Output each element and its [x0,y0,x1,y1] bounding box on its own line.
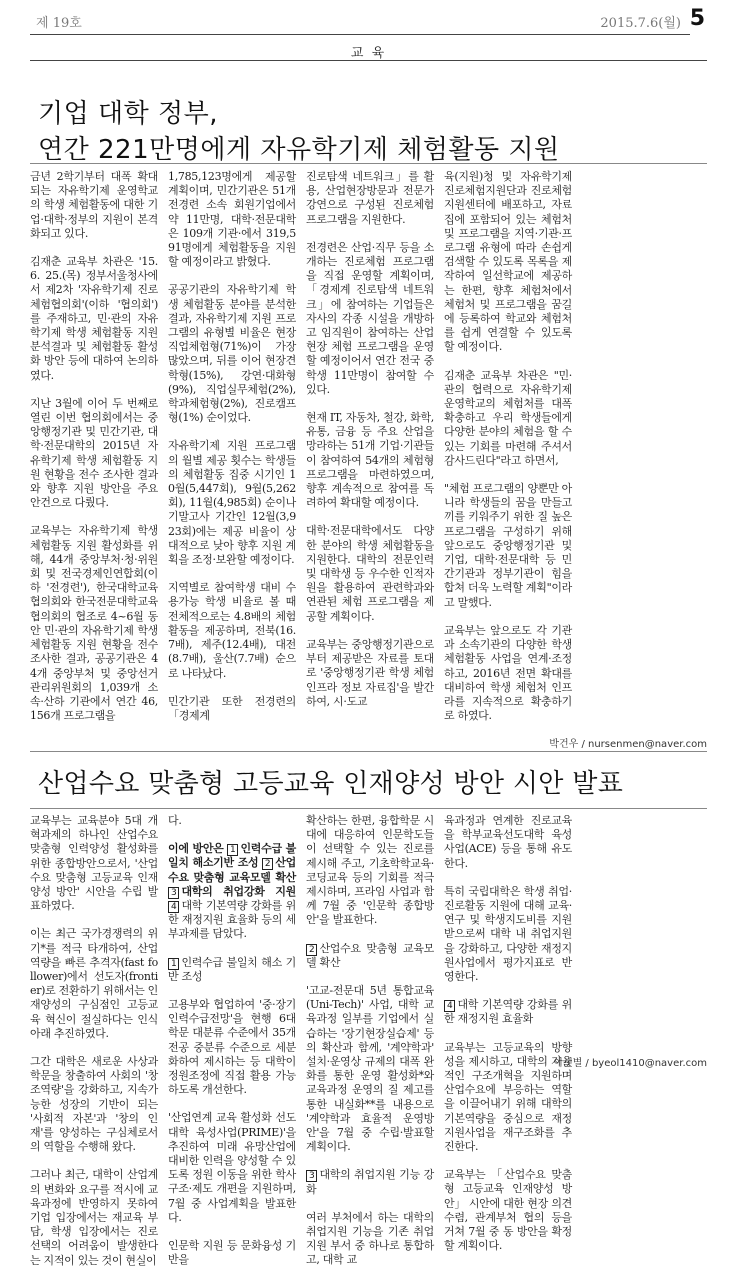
item-label: 대학의 취업강화 지원 [181,884,296,898]
subheading-text: 인력수급 불일치 해소 기반 조성 [168,955,296,983]
paragraph: 진로탐색 네트워크」를 활용, 산업현장방문과 전문가 강연으로 구성된 진로체험 프로그램을 지원한다. [306,170,434,226]
paragraph: 인문학 지원 등 문화융성 기반을 [168,1239,296,1267]
item-number-box: 3 [306,1170,317,1182]
paragraph: 그러나 최근, 대학이 산업계의 변화와 요구를 적시에 교육과정에 반영하지 못하여 기업 입장에서는 재교육 부담, 학생 입장에서는 진로 선택의 어려움이 발생한다는 지적이 있는 것이 현실이 [30,1168,158,1267]
subheading [444,998,572,1026]
article1-rule [30,163,707,164]
article1-column-3 [306,170,434,730]
paragraph: '고교-전문대 5년 통합교육(Uni-Tech)' 사업, 대학 교육과정 일부를 기업에서 실습하는 '장기현장실습제' 등의 확산과 함께, '계약학과' 설치·운영상 규제의 대폭 완화를 통한 운영 활성화*와 교육과정 운영의 질 제고를 통한 내실화**를 내용으로 '계약학과 효율적 운영방안'을 7월 중 수립·발표할 계획이다. [306,984,434,1154]
header-rule [30,34,690,35]
subheading [306,1168,434,1196]
article1-column-1 [30,170,158,730]
article1-byline: 박건우 / nursenmen@naver.com [549,739,707,750]
paragraph: 민간기관 또한 전경련의「경제계 [168,694,296,722]
subheading-text: 산업수요 맞춤형 교육모델 확산 [306,941,434,969]
item-number-box: 1 [227,844,238,856]
header-bottom-rule [30,60,707,61]
issue-number: 제 19호 [36,16,82,31]
paragraph: 고용부와 협업하여 '중·장기 인력수급전망'을 현행 6대 학문 대분류 수준에서 35개 전공 중분류 수준으로 세분화하여 제시하는 등 대학이 정원조정에 직접 활용 가능하도록 개선한다. [168,998,296,1097]
article2-byline: 이샛별 / byeol1410@naver.com [553,1058,707,1069]
article1-column-4 [444,170,572,730]
item-number-box: 3 [168,887,179,899]
article2-column-1 [30,814,159,1267]
item-number-box: 4 [444,1000,455,1012]
paragraph: 지역별로 참여학생 대비 수용가능 학생 비율로 볼 때 전체적으로는 4.8배의 체험활동을 제공하며, 전북(16.7배), 제주(12.4배), 대전(8.7배), 울산(7.7배) 순으로 나타났다. [168,581,296,680]
lead-text: 이에 방안은 [168,842,224,856]
paragraph: 여러 부처에서 하는 대학의 취업지원 기능을 기존 취업지원 부서 중 하나로 통합하고, 대학 교 [306,1210,434,1267]
paragraph: 김재춘 교육부 차관은 '15. 6. 25.(목) 정부서울청사에서 제2차 '자유학기제 진로체험협의회'(이하 '협의회')를 주재하고, 민·관의 자유학기제 학생 체험활동 지원 분석결과 및 체험활동 활성화 방안 등에 대하여 논의하였다. [30,255,158,382]
paragraph: 1,785,123명에게 제공할 계획이며, 민간기관은 51개 전경련 소속 회원기업에서 약 11만명, 대학·전문대학은 109개 기관·에서 319,591명에게 체험활동을 지원할 예정이라고 밝혔다. [168,170,296,269]
paragraph: 금년 2학기부터 대폭 확대되는 자유학기제 운영학교의 학생 체험활동에 대한 기업·대학·정부의 지원이 본격화되고 있다. [30,170,158,240]
paragraph: 교육부는 교육분야 5대 개혁과제의 하나인 산업수요 맞춤형 인력양성 활성화를 위한 종합방안으로서, '산업수요 맞춤형 고등교육 인재양성 방안' 시안을 수립 발표하였다. [30,814,158,913]
item-number-box: 4 [168,901,179,913]
subheading-text: 대학 기본역량 강화를 위한 재정지원 효율화 [444,998,572,1026]
item-label: 인력수급 불일치 해소기반 조성 [168,842,296,870]
paragraph: 지난 3월에 이어 두 번째로 열린 이번 협의회에서는 중앙행정기관 및 민간기관, 대학·전문대학의 2015년 자유학기제 학생 체험활동 지원 현황을 전수 조사한 결과와 향후 지원 방안을 주요 안건으로 다뤘다. [30,396,158,510]
article1-headline-line2: 연간 221만명에게 자유학기제 체험활동 지원 [38,135,560,165]
paragraph: 교육부는 자유학기제 학생 체험활동 지원 활성화를 위해, 44개 중앙부처·청·위원회 및 전국경제인연합회(이하 '전경련'), 한국대학교육협의회와 한국전문대학교육협의회의 협조로 4~6월 동안 민·관의 자유학기제 학생 체험활동 지원 현황을 전수 조사한 결과, 공공기관은 44개 중앙부처 및 중앙선거관리위원회의 1,039개 소속·산하 기관에서 연간 46,156개 프로그램을 [30,524,158,723]
item-label: 대학 기본역량 강화를 위한 재정지원 효율화 등의 세부과제를 담았다. [168,899,296,941]
paragraph: 현재 IT, 자동차, 철강, 화학, 유통, 금융 등 주요 산업을 망라하는 51개 기업·기관들이 참여하여 54개의 체험형 프로그램을 마련하였으며, 향후 계속적으로 참여를 독려하여 확대할 예정이다. [306,411,434,510]
key-points [168,842,296,941]
paragraph: 다. [168,814,182,827]
article2-rule [30,808,707,809]
paragraph: 육(지원)청 및 자유학기제 진로체험지원단과 진로체험지원센터에 배포하고, 자료집에 포함되어 있는 체험처 및 프로그램을 지역·기관·프로그램 유형에 따라 손쉽게 검색할 수 있도록 목록을 제작하여 일선학교에 제공하는 한편, 향후 체험처에서 체험처 및 프로그램을 꿈길에 등록하여 학교와 체험처를 쉽게 연결할 수 있도록 할 예정이다. [444,170,572,354]
paragraph: 교육부는 고등교육의 방향성을 제시하고, 대학의 자율적인 구조개혁을 지원하며 산업수요에 부응하는 역할을 이끌어내기 위해 대학의 기본역량을 중심으로 재정지원사업을 재구조화를 추진한다. [444,1040,572,1154]
paragraph: 육과정과 연계한 진로교육을 학부교육선도대학 육성사업(ACE) 등을 통해 유도한다. [444,814,572,870]
subheading [168,956,296,984]
paragraph: "체험 프로그램의 양뿐만 아니라 학생들의 꿈을 만들고 끼를 키워주기 위한 질 높은 프로그램을 구성하기 위해 앞으로도 중앙행정기관 및 기업, 대학·전문대학 등 민간기관과 정부기관이 힘을 합쳐 더욱 노력할 계획"이라고 말했다. [444,482,572,609]
article2-headline: 산업수요 맞춤형 고등교육 인재양성 방안 시안 발표 [38,769,624,799]
article1-headline [38,96,698,168]
paragraph: 확산하는 한편, 융합학문 시대에 대응하여 인문학도들이 선택할 수 있는 진로를 제시해 주고, 기초학학교육·코딩교육 등의 기회를 적극 제시하며, 프라임 사업과 함께 7월 중 '인문학 종합방안'을 발표한다. [306,814,434,927]
paragraph: 이는 최근 국가경쟁력의 위기*를 적극 타개하여, 산업역량을 빠른 추격자(fast follower)에서 선도자(frontier)로 전환하기 위해서는 인재양성의 구심점인 고등교육 혁신이 절실하다는 인식 아래 추진하였다. [30,927,159,1040]
item-number-box: 2 [306,944,317,956]
item-label: 산업수요 맞춤형 교육모델 확산 [168,856,296,884]
page-number: 5 [689,6,705,31]
article-divider [30,751,707,752]
issue-date: 2015.7.6(월) [600,16,681,31]
paragraph: 대학·전문대학에서도 다양한 분야의 학생 체험활동을 지원한다. 대학의 전문인력 및 대학생 등 우수한 인적자원을 활용하여 관련학과와 연관된 체험 프로그램을 제공할 계획이다. [306,524,434,623]
article1-column-2 [168,170,296,730]
article2-column-4 [444,814,572,1253]
paragraph: 김재춘 교육부 차관은 "민·관의 협력으로 자유학기제 운영학교의 체험처를 대폭 확충하고 우리 학생들에게 다양한 분야의 체험을 할 수 있는 기회를 마련해 주셔서 감사드린다"라고 하면서, [444,368,572,467]
paragraph: 전경련은 산업·직무 등을 소개하는 진로체험 프로그램을 직접 운영할 계획이며,「경제계 진로탐색 네트워크」에 참여하는 기업들은 자사의 각종 시설을 개방하고 임직원이 참여하는 산업현장 체험 프로그램을 운영할 예정이어서 연간 전국 중학생 11만명이 참여할 수 있다. [306,240,434,396]
paragraph: 교육부는 중앙행정기관으로부터 제공받은 자료를 토대로 '중앙행정기관 학생 체험 인프라 정보 자료집'을 발간하여, 시·도교 [306,637,434,708]
section-name: 교 육 [350,46,387,61]
paragraph: 교육부는 앞으로도 각 기관과 소속기관의 다양한 학생 체험활동 사업을 연계·조정하고, 2016년 전면 확대를 대비하여 학생 체험처 인프라를 지속적으로 확충하기로 하였다. [444,623,572,723]
article1-body [30,170,710,730]
paragraph: 특히 국립대학은 학생 취업·진로활동 지원에 대해 교육·연구 및 학생지도비를 지원받으로써 대학 내 취업지원을 강화하고, 다양한 재정지원사업에서 평가지표로 반영한다. [444,884,572,984]
paragraph: 자유학기제 지원 프로그램의 월별 제공 횟수는 학생들의 체험활동 집중 시기인 10월(5,447회), 9월(5,262회), 11월(4,985회) 순이나 기말고사 기간인 12월(3,923회)에는 제공 비율이 상대적으로 낮아 향후 지원 계획을 조정·보완할 예정이다. [168,439,296,567]
page-header [30,0,707,60]
article2-column-3 [306,814,434,1267]
paragraph: 공공기관의 자유학기제 학생 체험활동 분야를 분석한 결과, 자유학기제 지원 프로그램의 유형별 비율은 현장직업체험형(71%)이 가장 많았으며, 뒤를 이어 현장견학형(15%), 강연·대화형(9%), 직업실무체험(2%), 학과체험형(2%), 진로캠프형(1%) 순이었다. [168,283,296,425]
paragraph: 교육부는 「산업수요 맞춤형 고등교육 인재양성 방안」 시안에 대한 현장 의견수렴, 관계부처 협의 등을 거쳐 7월 중 동 방안을 확정할 계획이다. [444,1168,572,1253]
article1-headline-line1: 기업 대학 정부, [38,99,218,129]
article2-column-2 [168,814,296,1267]
paragraph: '산업연계 교육 활성화 선도대학 육성사업(PRIME)'을 추진하여 미래 유망산업에 대비한 인력을 양성할 수 있도록 정원 이동을 위한 학사구조·제도 개편을 지원하며, 7월 중 사업계획을 발표한다. [168,1111,296,1224]
subheading-text: 대학의 취업지원 기능 강화 [306,1168,434,1196]
paragraph: 그간 대학은 새로운 사상과 학문을 창출하여 사회의 '창조역량'을 강화하고, 지속가능한 성장의 기반이 되는 '사회적 자본'과 '창의 인재'를 양성하는 구심체로서의 역할을 수행해 왔다. [30,1055,158,1154]
item-number-box: 2 [262,858,273,870]
item-number-box: 1 [168,958,179,970]
subheading [306,942,434,970]
